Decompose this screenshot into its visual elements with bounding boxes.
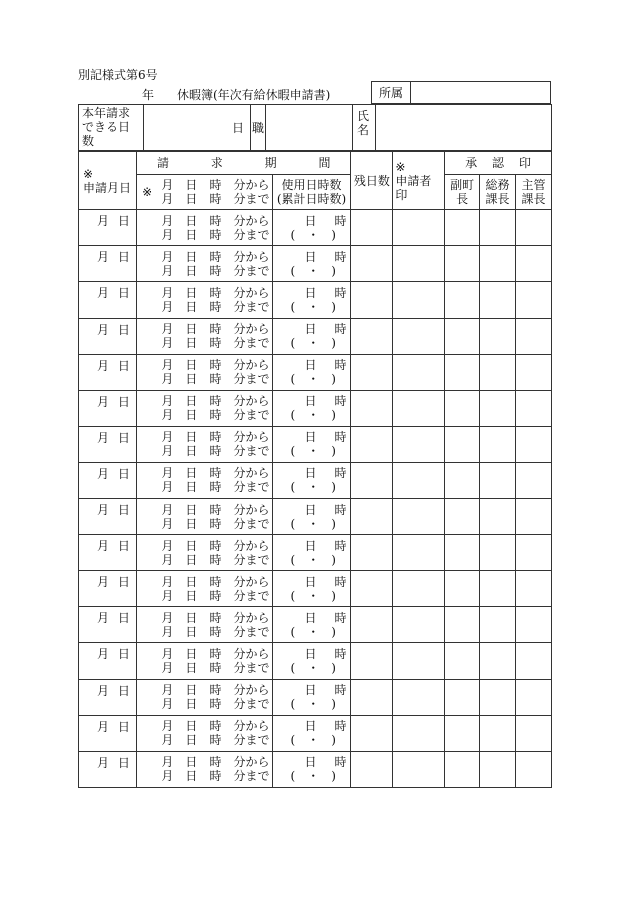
chief-seal-cell[interactable] [515,282,551,318]
leave-row [79,679,552,715]
applicant-seal-cell[interactable] [393,499,445,535]
applicant-seal-cell[interactable] [393,282,445,318]
chief-seal-cell[interactable] [515,246,551,282]
leave-row [79,426,552,462]
applicant-seal-cell[interactable] [393,643,445,679]
usage-cell[interactable]: 日 時 ( ・ ) [272,607,351,643]
leave-table [78,151,552,788]
period-spacer [136,390,157,426]
usage-cell[interactable]: 日 時 ( ・ ) [272,462,351,498]
remaining-days-cell[interactable] [351,462,393,498]
affiliation-label: 所属 [372,82,411,104]
form-title: 休暇簿(年次有給休暇申請書) [177,88,331,102]
leave-row [79,210,552,246]
remaining-days-cell[interactable] [351,318,393,354]
leave-row [79,462,552,498]
period-spacer [136,679,157,715]
applicant-seal-cell[interactable] [393,715,445,751]
request-date-cell[interactable]: 月 日 [79,282,137,318]
general-affairs-seal-cell[interactable] [480,246,516,282]
deputy-mayor-seal-cell[interactable] [445,390,480,426]
usage-cell[interactable]: 日 時 ( ・ ) [272,679,351,715]
period-spacer [136,354,157,390]
request-date-cell[interactable]: 月 日 [79,246,137,282]
request-date-cell[interactable]: 月 日 [79,354,137,390]
deputy-mayor-seal-cell[interactable] [445,210,480,246]
leave-row [79,643,552,679]
usage-cell[interactable]: 日 時 ( ・ ) [272,210,351,246]
request-date-cell[interactable]: 月 日 [79,571,137,607]
chief-seal-cell[interactable] [515,643,551,679]
usage-cell[interactable]: 日 時 ( ・ ) [272,643,351,679]
remaining-days-header: 残日数 [351,152,393,210]
general-affairs-seal-cell[interactable] [480,390,516,426]
period-spacer [136,751,157,787]
general-affairs-seal-cell[interactable] [480,426,516,462]
general-affairs-seal-cell[interactable] [480,354,516,390]
period-cell[interactable]: 月 日 時 分から 月 日 時 分まで [157,679,272,715]
period-cell[interactable]: 月 日 時 分から 月 日 時 分まで [157,535,272,571]
usage-cell[interactable]: 日 時 ( ・ ) [272,246,351,282]
applicant-seal-cell[interactable] [393,318,445,354]
chief-seal-cell[interactable] [515,390,551,426]
period-spacer [136,318,157,354]
form-number: 別記様式第6号 [78,68,158,82]
period-cell[interactable]: 月 日 時 分から 月 日 時 分まで [157,643,272,679]
deputy-mayor-seal-cell[interactable] [445,751,480,787]
period-cell[interactable]: 月 日 時 分から 月 日 時 分まで [157,462,272,498]
general-affairs-seal-cell[interactable] [480,318,516,354]
request-date-cell[interactable]: 月 日 [79,643,137,679]
request-date-cell[interactable]: 月 日 [79,535,137,571]
name-field[interactable] [376,105,552,151]
remaining-days-cell[interactable] [351,354,393,390]
chief-seal-cell[interactable] [515,607,551,643]
general-affairs-seal-cell[interactable] [480,210,516,246]
approval-header: 承 認 印 [445,152,552,175]
applicant-seal-cell[interactable] [393,390,445,426]
request-date-cell[interactable]: 月 日 [79,499,137,535]
general-affairs-seal-cell[interactable] [480,751,516,787]
usage-cell[interactable]: 日 時 ( ・ ) [272,282,351,318]
chief-seal-cell[interactable] [515,535,551,571]
applicant-seal-cell[interactable] [393,607,445,643]
applicant-seal-cell[interactable] [393,751,445,787]
deputy-mayor-seal-cell[interactable] [445,607,480,643]
period-cell[interactable]: 月 日 時 分から 月 日 時 分まで [157,426,272,462]
deputy-mayor-seal-cell[interactable] [445,426,480,462]
period-spacer [136,535,157,571]
applicant-seal-cell[interactable] [393,535,445,571]
general-affairs-seal-cell[interactable] [480,535,516,571]
name-label: 氏 名 [353,105,376,151]
affiliation-field[interactable] [411,82,551,104]
deputy-mayor-seal-cell[interactable] [445,246,480,282]
chief-seal-cell[interactable] [515,354,551,390]
chief-seal-cell[interactable] [515,679,551,715]
deputy-mayor-seal-cell[interactable] [445,462,480,498]
deputy-mayor-seal-cell[interactable] [445,571,480,607]
request-date-cell[interactable]: 月 日 [79,426,137,462]
request-date-cell[interactable]: 月 日 [79,318,137,354]
affiliation-box [371,81,551,104]
leave-row [79,390,552,426]
remaining-days-cell[interactable] [351,571,393,607]
remaining-days-cell[interactable] [351,751,393,787]
period-spacer [136,246,157,282]
chief-seal-cell[interactable] [515,210,551,246]
post-label: 職 [251,105,266,151]
leave-row [79,246,552,282]
applicant-seal-cell[interactable] [393,462,445,498]
period-cell[interactable]: 月 日 時 分から 月 日 時 分まで [157,282,272,318]
leave-row [79,535,552,571]
deputy-mayor-seal-cell[interactable] [445,679,480,715]
request-date-cell[interactable]: 月 日 [79,390,137,426]
general-affairs-header: 総務 課長 [480,175,516,210]
remaining-days-cell[interactable] [351,246,393,282]
deputy-mayor-seal-cell[interactable] [445,354,480,390]
usage-cell[interactable]: 日 時 ( ・ ) [272,751,351,787]
chief-header: 主管 課長 [515,175,551,210]
remaining-days-cell[interactable] [351,679,393,715]
leave-row [79,715,552,751]
applicant-seal-header: ※ 申請者印 [393,152,445,210]
applicant-seal-cell[interactable] [393,679,445,715]
period-note-mark: ※ [136,175,157,210]
period-spacer [136,715,157,751]
usage-cell[interactable]: 日 時 ( ・ ) [272,354,351,390]
general-affairs-seal-cell[interactable] [480,679,516,715]
chief-seal-cell[interactable] [515,751,551,787]
general-affairs-seal-cell[interactable] [480,282,516,318]
applicant-seal-cell[interactable] [393,210,445,246]
remaining-days-cell[interactable] [351,426,393,462]
request-date-cell[interactable]: 月 日 [79,715,137,751]
remaining-days-cell[interactable] [351,535,393,571]
period-spacer [136,607,157,643]
period-cell[interactable]: 月 日 時 分から 月 日 時 分まで [157,318,272,354]
title-year: 年 [142,88,155,102]
current-year-days-field[interactable]: 日 [144,105,251,151]
period-spacer [136,571,157,607]
request-date-header: ※ 申請月日 [79,152,137,210]
usage-cell[interactable]: 日 時 ( ・ ) [272,390,351,426]
applicant-seal-cell[interactable] [393,246,445,282]
deputy-mayor-seal-cell[interactable] [445,318,480,354]
remaining-days-cell[interactable] [351,715,393,751]
remaining-days-cell[interactable] [351,499,393,535]
period-cell[interactable]: 月 日 時 分から 月 日 時 分まで [157,751,272,787]
applicant-seal-cell[interactable] [393,426,445,462]
chief-seal-cell[interactable] [515,715,551,751]
usage-cell[interactable]: 日 時 ( ・ ) [272,715,351,751]
leave-row [79,607,552,643]
usage-cell[interactable]: 日 時 ( ・ ) [272,426,351,462]
general-affairs-seal-cell[interactable] [480,715,516,751]
period-cell[interactable]: 月 日 時 分から 月 日 時 分まで [157,354,272,390]
period-header: 請 求 期 間 [136,152,351,175]
period-cell[interactable]: 月 日 時 分から 月 日 時 分まで [157,715,272,751]
usage-cell[interactable]: 日 時 ( ・ ) [272,535,351,571]
usage-cell[interactable]: 日 時 ( ・ ) [272,571,351,607]
deputy-mayor-header: 副町 長 [445,175,480,210]
general-affairs-seal-cell[interactable] [480,462,516,498]
request-date-cell[interactable]: 月 日 [79,210,137,246]
general-affairs-seal-cell[interactable] [480,607,516,643]
chief-seal-cell[interactable] [515,499,551,535]
period-cell[interactable]: 月 日 時 分から 月 日 時 分まで [157,571,272,607]
period-spacer [136,210,157,246]
general-affairs-seal-cell[interactable] [480,499,516,535]
remaining-days-cell[interactable] [351,210,393,246]
applicant-seal-cell[interactable] [393,571,445,607]
remaining-days-cell[interactable] [351,643,393,679]
request-date-cell[interactable]: 月 日 [79,462,137,498]
period-cell[interactable]: 月 日 時 分から 月 日 時 分まで [157,607,272,643]
chief-seal-cell[interactable] [515,462,551,498]
chief-seal-cell[interactable] [515,571,551,607]
leave-row [79,354,552,390]
applicant-seal-cell[interactable] [393,354,445,390]
period-cell[interactable]: 月 日 時 分から 月 日 時 分まで [157,499,272,535]
usage-cell[interactable]: 日 時 ( ・ ) [272,318,351,354]
deputy-mayor-seal-cell[interactable] [445,499,480,535]
leave-row [79,751,552,787]
chief-seal-cell[interactable] [515,318,551,354]
current-year-days-label: 本年請求 できる日 数 [79,105,144,151]
deputy-mayor-seal-cell[interactable] [445,643,480,679]
remaining-days-cell[interactable] [351,282,393,318]
leave-row [79,571,552,607]
header-info [78,104,552,151]
usage-cell[interactable]: 日 時 ( ・ ) [272,499,351,535]
leave-row [79,318,552,354]
deputy-mayor-seal-cell[interactable] [445,282,480,318]
chief-seal-cell[interactable] [515,426,551,462]
request-date-cell[interactable]: 月 日 [79,751,137,787]
leave-row [79,499,552,535]
remaining-days-cell[interactable] [351,390,393,426]
request-date-cell[interactable]: 月 日 [79,679,137,715]
period-spacer [136,643,157,679]
deputy-mayor-seal-cell[interactable] [445,715,480,751]
period-from-to-header: 月 日 時 分から 月 日 時 分まで [157,175,272,210]
usage-header: 使用日時数 (累計日時数) [272,175,351,210]
period-spacer [136,462,157,498]
general-affairs-seal-cell[interactable] [480,571,516,607]
deputy-mayor-seal-cell[interactable] [445,535,480,571]
period-spacer [136,282,157,318]
general-affairs-seal-cell[interactable] [480,643,516,679]
post-field[interactable] [266,105,353,151]
period-spacer [136,499,157,535]
period-cell[interactable]: 月 日 時 分から 月 日 時 分まで [157,390,272,426]
period-cell[interactable]: 月 日 時 分から 月 日 時 分まで [157,246,272,282]
period-cell[interactable]: 月 日 時 分から 月 日 時 分まで [157,210,272,246]
period-spacer [136,426,157,462]
request-date-cell[interactable]: 月 日 [79,607,137,643]
leave-row [79,282,552,318]
remaining-days-cell[interactable] [351,607,393,643]
